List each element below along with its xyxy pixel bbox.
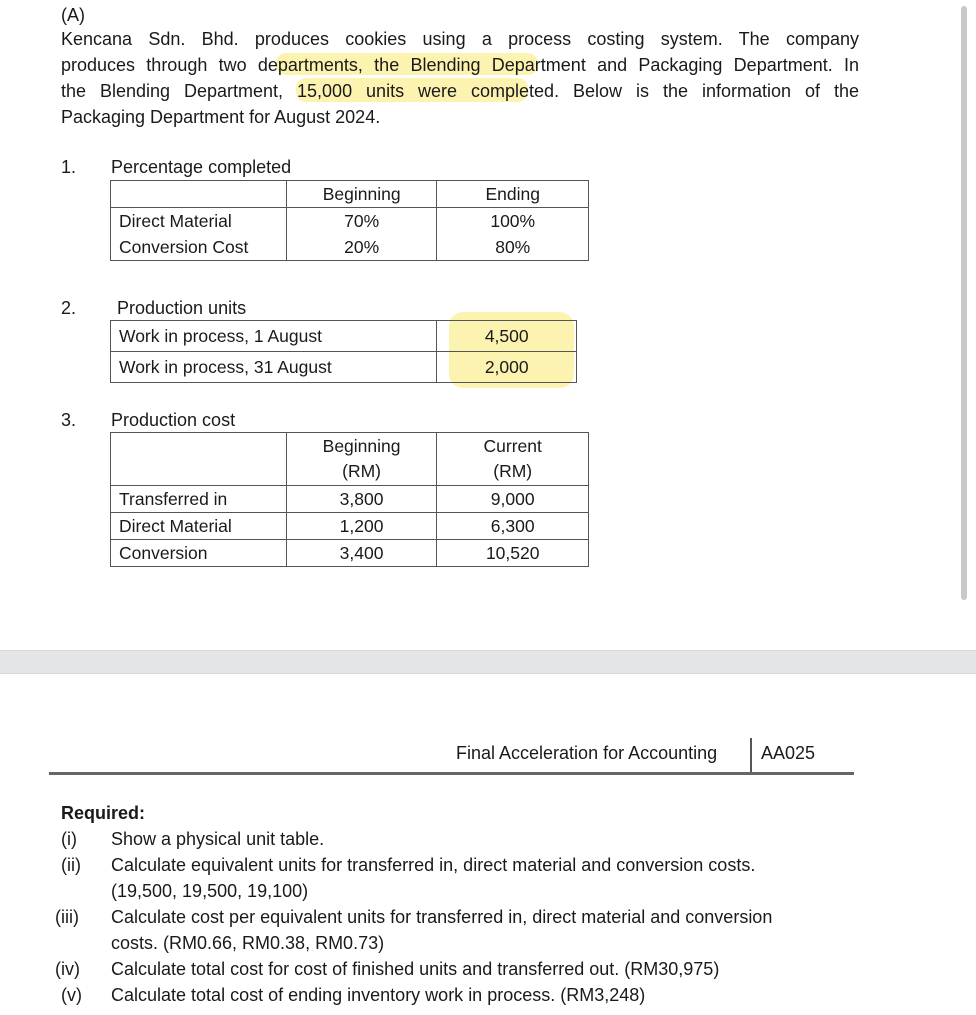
table-cell: 3,400	[286, 540, 437, 567]
table-row	[111, 321, 577, 352]
footer-code: AA025	[761, 743, 816, 763]
table-row	[111, 234, 589, 261]
section-label: (A)	[61, 5, 85, 25]
intro-line: the Blending Department, 15,000 units were completed. Below is the information of the	[61, 81, 859, 101]
table-row	[111, 352, 577, 383]
percentage-table	[110, 180, 589, 261]
required-item-number: (i)	[61, 829, 77, 849]
table-cell: 3,800	[286, 486, 437, 513]
table-cell: 20%	[286, 234, 437, 261]
table-cell: Conversion Cost	[111, 234, 287, 261]
required-item-text: Calculate cost per equivalent units for transferred in, direct material and conversion	[111, 907, 773, 927]
table-cell: Direct Material	[111, 208, 287, 235]
table-cell: Work in process, 31 August	[111, 352, 437, 383]
table-row	[111, 208, 589, 235]
intro-line: Kencana Sdn. Bhd. produces cookies using a process costing system. The company	[61, 29, 859, 49]
table-cell: 100%	[437, 208, 589, 235]
required-item-number: (iii)	[55, 907, 79, 927]
required-item-number: (v)	[61, 985, 82, 1005]
required-item-text: (19,500, 19,500, 19,100)	[111, 881, 309, 901]
header-line: Beginning	[322, 436, 401, 456]
table-cell: 4,500	[437, 321, 577, 352]
required-item-text: Calculate equivalent units for transferred in, direct material and conversion costs.	[111, 855, 756, 875]
section-title: Production units	[117, 298, 247, 318]
section-number: 2.	[61, 298, 77, 318]
table-cell	[111, 181, 287, 208]
table-cell: Work in process, 1 August	[111, 321, 437, 352]
table-cell: 10,520	[437, 540, 589, 567]
table-header	[286, 433, 437, 486]
table-cell: 6,300	[437, 513, 589, 540]
table-row	[111, 486, 589, 513]
header-line: (RM)	[493, 461, 533, 481]
required-item-text: costs. (RM0.66, RM0.38, RM0.73)	[111, 933, 385, 953]
table-cell: Conversion	[111, 540, 287, 567]
table-cell: 70%	[286, 208, 437, 235]
table-cell: 2,000	[437, 352, 577, 383]
table-row	[111, 181, 589, 208]
table-cell: 9,000	[437, 486, 589, 513]
header-line: (RM)	[342, 461, 381, 481]
required-item-number: (iv)	[55, 959, 80, 979]
table-cell	[111, 433, 287, 486]
footer-separator	[750, 738, 752, 772]
intro-line: Packaging Department for August 2024.	[61, 107, 381, 127]
intro-paragraph	[61, 26, 859, 130]
production-cost-table	[110, 432, 589, 567]
required-item-number: (ii)	[61, 855, 81, 875]
production-units-table	[110, 320, 577, 383]
table-row	[111, 513, 589, 540]
table-cell: Transferred in	[111, 486, 287, 513]
required-title: Required:	[61, 803, 146, 823]
footer-course: Final Acceleration for Accounting	[456, 743, 718, 763]
table-header: Beginning	[286, 181, 437, 208]
table-row	[111, 433, 589, 486]
scrollbar[interactable]	[961, 6, 967, 600]
table-cell: Direct Material	[111, 513, 287, 540]
table-row	[111, 540, 589, 567]
page-break	[0, 650, 976, 674]
footer-rule	[49, 772, 854, 775]
required-item-text: Show a physical unit table.	[111, 829, 325, 849]
section-title: Percentage completed	[111, 157, 292, 177]
required-item-text: Calculate total cost of ending inventory work in process. (RM3,248)	[111, 985, 646, 1005]
header-line: Current	[483, 436, 542, 456]
section-number: 3.	[61, 410, 77, 430]
intro-line: produces through two departments, the Blending Department and Packaging Department. In	[61, 55, 859, 75]
table-cell: 1,200	[286, 513, 437, 540]
required-item-text: Calculate total cost for cost of finished units and transferred out. (RM30,975)	[111, 959, 720, 979]
section-number: 1.	[61, 157, 77, 177]
table-cell: 80%	[437, 234, 589, 261]
table-header	[437, 433, 589, 486]
table-header: Ending	[437, 181, 589, 208]
section-title: Production cost	[111, 410, 236, 430]
